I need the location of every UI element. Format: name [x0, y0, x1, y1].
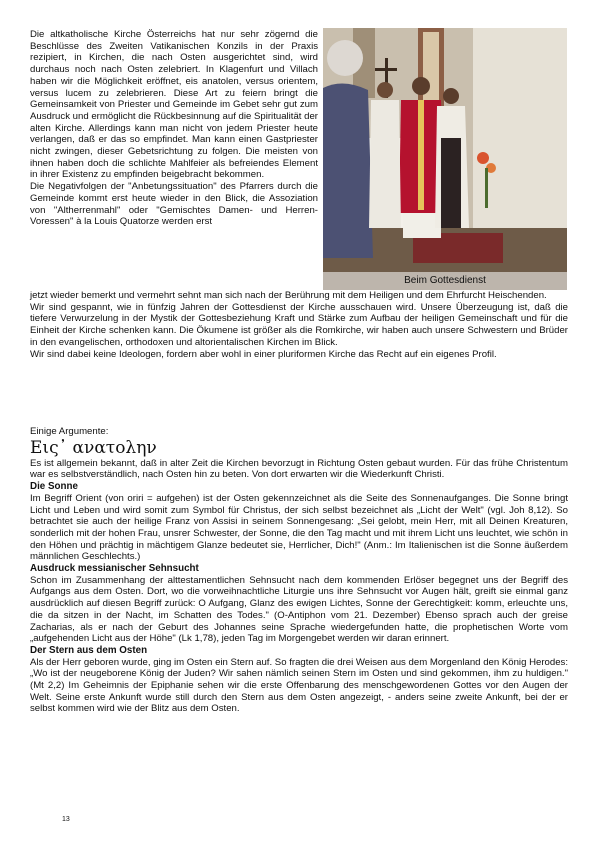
section-heading-messianic: Ausdruck messianischer Sehnsucht	[30, 563, 199, 575]
body-paragraph-2: Wir sind gespannt, wie in fünfzig Jahren der Gottesdienst der Kirche ausschauen wird. Unsere Überzeugung ist, daß die tiefere Verwurzelung in der Mystik der Gottesbeziehung Kraft und Stärke zum Aufbau der heiligen Gemeinschaft und für die Einheit der Kirche schenken kann. Die Ökumene ist größer als die Romkirche, wir haben auch unsere Schwestern und Brüder in den evangelischen, orthodoxen und altorientalischen Kirchen im Blick.	[30, 301, 568, 348]
body-text	[30, 290, 568, 360]
page-number: 13	[62, 816, 70, 823]
intro-paragraph-2: Die Negativfolgen der "Anbetungssituation" des Pfarrers durch die Gemeinde kommt erst heute wieder in den Blick, die Assoziation von "Altherrenmahl" oder "Gemischtes Damen- und Herren-Voressen" à la Louis Quatorze werden erst	[30, 181, 318, 228]
section-text-star: Als der Herr geboren wurde, ging im Osten ein Stern auf. So fragten die drei Weisen aus dem Morgenland den König Herodes: „Wo ist der neugeborene König der Juden? Wir sahen nämlich seinen Stern im Osten und sind gekommen, ihm zu huldigen." (Mt 2,2) Im Geheimnis der Epiphanie sehen wir die erste Offenbarung des menschgewordenen Gottes vor den Augen der Welt. Seine erste Ankunft wurde still durch den Stern aus dem Osten angezeigt, - anders seine zweite Ankunft, bei der er selbst kommen wird wie der Blitz aus dem Osten.	[30, 656, 568, 715]
greek-title: Εις᾿ ανατολην	[30, 437, 157, 458]
section-text-sun: Im Begriff Orient (von oriri = aufgehen) ist der Osten gekennzeichnet als die Seite des Sonnenaufganges. Die Sonne bringt Licht und Leben und wird somit zum Symbol für Christus, der sich selbst bezeichnet als „Licht der Welt" (vgl. Joh 8,12). So betrachtet sie auch der heilige Franz von Assisi in seinem Sonnengesang: „Sei gelobt, mein Herr, mit all Deinen Kreaturen, sonderlich mit der hohen Frau, unsrer Schwester, der Sonne, die den Tag macht und mit ihrem Licht uns leuchtet, wie schön in den Höhen und prächtig in mächtigem Glanze bedeutet sie, Herrlicher, Dich!" (Anm.: Im Italienischen ist die Sonne äußerdem männlichen Geschlechts.)	[30, 492, 568, 563]
church-service-photo	[323, 28, 567, 290]
photo-illustration	[323, 28, 567, 290]
photo-caption: Beim Gottesdienst	[323, 272, 567, 290]
body-paragraph-1: jetzt wieder bemerkt und vermehrt sehnt man sich nach der Berührung mit dem Heiligen und dem Ehrfurcht Heischenden.	[30, 290, 547, 301]
body-paragraph-3: Wir sind dabei keine Ideologen, fordern aber wohl in einer pluriformen Kirche das Recht auf ein eigenes Profil.	[30, 348, 497, 360]
section-heading-star: Der Stern aus dem Osten	[30, 644, 148, 656]
section-heading-sun: Die Sonne	[30, 481, 78, 493]
intro-paragraph-1: Die altkatholische Kirche Österreichs hat nur sehr zögernd die Beschlüsse des Zweiten Vatikanischen Konzils in der Praxis rezipiert, in Kirchen, die nach Osten ausgerichtet sind, wird durchaus noch nach Osten zelebriert. In Klagenfurt und Villach haben wir die Möglichkeit eröffnet, eis anatolen, versus orientem, versus lucem zu zelebrieren. Diese Art zu feiern bringt die Gemeinsamkeit von Priester und Gemeinde im Gebet sehr gut zum Ausdruck und ermöglicht die Rückbesinnung auf die Spiritualität der alten Kirche. Allerdings kann man nicht von jedem Priester heute verlangen, daß er das so empfindet. Man kann einen Gastpriester nicht zwingen, dieser Gebetsrichtung zu folgen. Die meisten von ihnen haben doch die schlichte Mahlfeier als befreiendes Element in ihrer Existenz zu empfinden beigebracht bekommen.	[30, 29, 318, 181]
arguments-lead: Einige Argumente:	[30, 426, 109, 437]
section-text-messianic: Schon im Zusammenhang der alttestamentlichen Sehnsucht nach dem kommenden Erlöser begegnet uns der Begriff des Aufgangs aus dem Osten. Dort, wo die vorweihnachtliche Liturgie uns ihre Sehnsucht vor Augen hält, greift sie einmal ganz ausdrücklich auf diesen Begriff zurück: O Aufgang, Glanz des ewigen Lichtes, Sonne der Gerechtigkeit: komm, erleuchte uns, die da sitzen in der Nacht, im Schatten des Todes." (O-Antiphon vom 21. Dezember) Ebenso sprach auch der greise Zacharias, als er nach der Geburt des Johannes seine Sprache wiedergefunden hatte, die prophetischen Worte vom „aufgehenden Licht aus der Höhe" (Lk 1,78), jeden Tag im Morgengebet werden wir daran erinnert.	[30, 574, 568, 645]
intro-text	[30, 29, 318, 228]
arguments-intro: Es ist allgemein bekannt, daß in alter Zeit die Kirchen bevorzugt in Richtung Osten gebaut wurden. Für das frühe Christentum war es selbstverständlich, nach Osten hin zu beten. Von dort erwarten wir die Wiederkunft Christi.	[30, 457, 568, 481]
arguments-section	[30, 426, 568, 715]
